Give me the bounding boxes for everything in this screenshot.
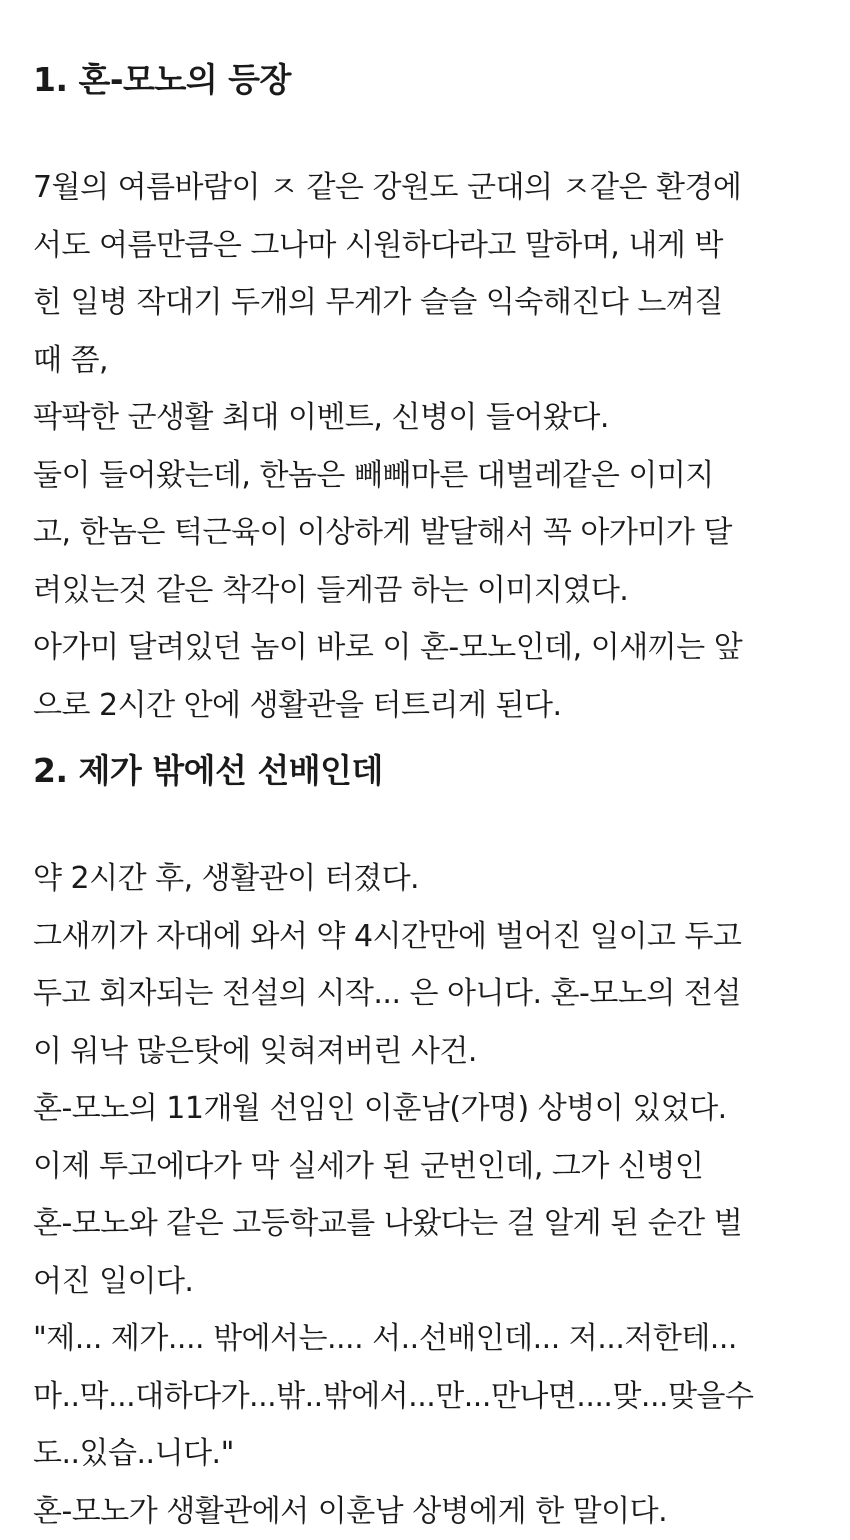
text-line: 아가미 달려있던 놈이 바로 이 혼-모노인데, 이새끼는 앞 xyxy=(33,619,823,677)
section-1-body xyxy=(33,159,823,734)
text-line: 힌 일병 작대기 두개의 무게가 슬슬 익숙해진다 느껴질 xyxy=(33,274,823,332)
text-line: 려있는것 같은 착각이 들게끔 하는 이미지였다. xyxy=(33,562,823,620)
text-line: 서도 여름만큼은 그나마 시원하다라고 말하며, 내게 박 xyxy=(33,217,823,275)
section-2-title: 2. 제가 밖에선 선배인데 xyxy=(33,742,383,800)
text-line: 혼-모노와 같은 고등학교를 나왔다는 걸 알게 된 순간 벌 xyxy=(33,1195,823,1253)
text-line: 둘이 들어왔는데, 한놈은 빼빼마른 대벌레같은 이미지 xyxy=(33,447,823,505)
text-line: 도..있습..니다." xyxy=(33,1425,823,1483)
text-line: 때 쯤, xyxy=(33,332,823,390)
text-line: 두고 회자되는 전설의 시작... 은 아니다. 혼-모노의 전설 xyxy=(33,965,823,1023)
text-line: 그새끼가 자대에 와서 약 4시간만에 벌어진 일이고 두고 xyxy=(33,908,823,966)
text-line: 팍팍한 군생활 최대 이벤트, 신병이 들어왔다. xyxy=(33,389,823,447)
text-line: "제... 제가.... 밖에서는.... 서..선배인데... 저...저한테... xyxy=(33,1310,823,1368)
text-line: 고, 한놈은 턱근육이 이상하게 발달해서 꼭 아가미가 달 xyxy=(33,504,823,562)
text-line: 으로 2시간 안에 생활관을 터트리게 된다. xyxy=(33,677,823,735)
text-line: 약 2시간 후, 생활관이 터졌다. xyxy=(33,850,823,908)
text-line: 혼-모노가 생활관에서 이훈남 상병에게 한 말이다. xyxy=(33,1483,823,1540)
section-1-title: 1. 혼-모노의 등장 xyxy=(33,51,291,109)
text-line: 7월의 여름바람이 ㅈ 같은 강원도 군대의 ㅈ같은 환경에 xyxy=(33,159,823,217)
text-line: 어진 일이다. xyxy=(33,1253,823,1311)
text-line: 이제 투고에다가 막 실세가 된 군번인데, 그가 신병인 xyxy=(33,1138,823,1196)
text-line: 이 워낙 많은탓에 잊혀져버린 사건. xyxy=(33,1023,823,1081)
text-line: 마..막...대하다가...밖..밖에서...만...만나면....맞...맞을수 xyxy=(33,1368,823,1426)
section-2-body xyxy=(33,850,823,1540)
text-line: 혼-모노의 11개월 선임인 이훈남(가명) 상병이 있었다. xyxy=(33,1080,823,1138)
